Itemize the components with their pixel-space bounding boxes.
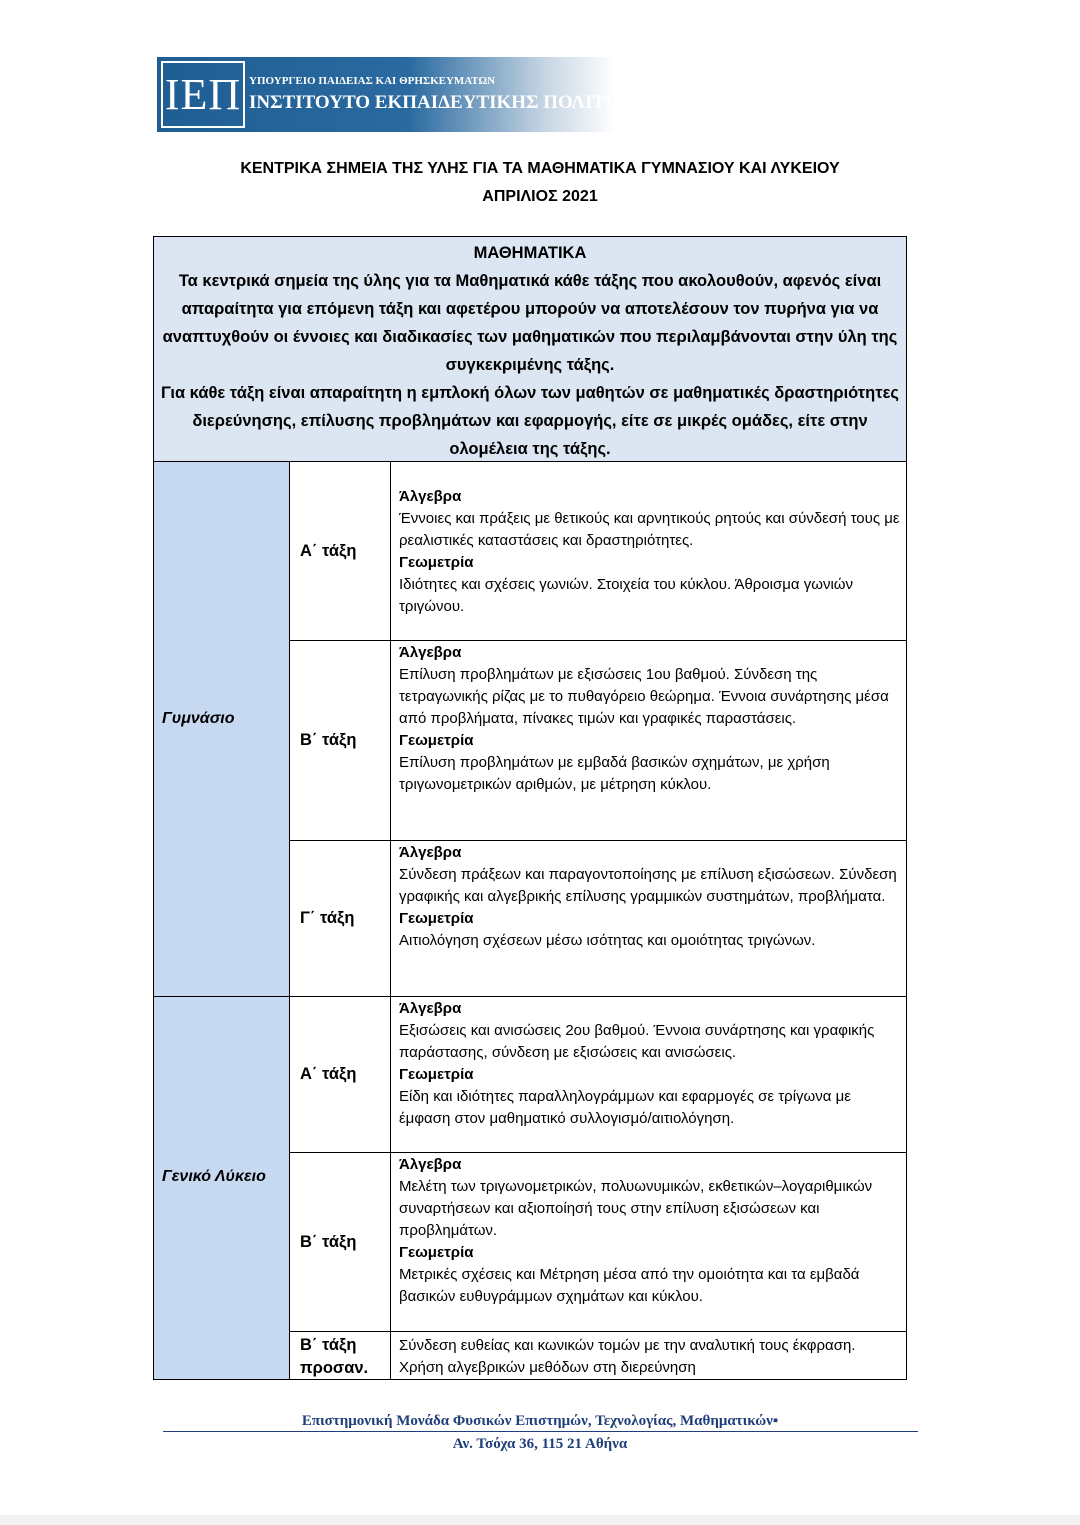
- class-label: [300, 1334, 368, 1380]
- footer-unit: Επιστημονική Μονάδα Φυσικών Επιστημών, Τεχνολογίας, Μαθηματικών▪: [301, 1413, 779, 1429]
- institute-name: ΙΝΣΤΙΤΟΥΤΟ ΕΚΠΑΙΔΕΥΤΙΚΗΣ ΠΟΛΙΤΙΚΗΣ: [249, 92, 655, 113]
- geometry-heading: Γεωμετρία: [399, 910, 474, 927]
- class-label-line: προσαν.: [300, 1359, 369, 1377]
- content-text: Σύνδεση ευθείας και κωνικών τομών με την αναλυτική τους έκφραση. Χρήση αλγεβρικών μεθόδων στη διερεύνηση: [399, 1337, 856, 1376]
- content-cell: [390, 640, 907, 841]
- geometry-text: Είδη και ιδιότητες παραλληλογράμμων και εφαρμογές σε τρίγωνα με έμφαση στον μαθηματικό συλλογισμό/αιτιολόγηση.: [399, 1088, 851, 1127]
- algebra-text: Σύνδεση πράξεων και παραγοντοποίησης με επίλυση εξισώσεων. Σύνδεση γραφικής και αλγεβρικής επίλυσης γραμμικών συστημάτων, προβλήματα.: [399, 866, 897, 905]
- geometry-text: Επίλυση προβλημάτων με εμβαδά βασικών σχημάτων, με χρήση τριγωνομετρικών αριθμών, με μέτρηση κύκλου.: [399, 754, 830, 793]
- class-label: Β΄ τάξη: [300, 1233, 357, 1251]
- class-label: Γ΄ τάξη: [300, 909, 355, 927]
- class-cell: [289, 1152, 391, 1332]
- geometry-heading: Γεωμετρία: [399, 1066, 474, 1083]
- footer-address: Αν. Τσόχα 36, 115 21 Αθήνα: [452, 1436, 628, 1452]
- algebra-text: Μελέτη των τριγωνομετρικών, πολυωνυμικών, εκθετικών–λογαριθμικών συναρτήσεων και αξιοποίησή τους στην επίλυση εξισώσεων και προβλημάτων.: [399, 1178, 873, 1239]
- class-label-line: Β΄ τάξη: [300, 1336, 357, 1354]
- algebra-heading: Άλγεβρα: [399, 1000, 462, 1017]
- content-cell: [390, 996, 907, 1153]
- algebra-heading: Άλγεβρα: [399, 488, 462, 505]
- class-cell: [289, 840, 391, 997]
- geometry-heading: Γεωμετρία: [399, 554, 474, 571]
- class-cell: [289, 996, 391, 1153]
- algebra-heading: Άλγεβρα: [399, 1156, 462, 1173]
- intro-paragraph-2: Για κάθε τάξη είναι απαραίτητη η εμπλοκή όλων των μαθητών σε μαθηματικές δραστηριότητες διερεύνησης, επίλυσης προβλημάτων και εφαρμογής, είτε σε μικρές ομάδες, είτε στην ολομέλεια της τάξης.: [160, 384, 900, 458]
- algebra-text: Επίλυση προβλημάτων με εξισώσεις 1ου βαθμού. Σύνδεση της τετραγωνικής ρίζας με το πυθαγόρειο θεώρημα. Έννοια συνάρτησης μέσα από προβλήματα, πίνακες τιμών και γραφικές παραστάσεις.: [399, 666, 889, 727]
- class-label: Α΄ τάξη: [300, 542, 357, 560]
- content-cell: [390, 461, 907, 641]
- class-cell: [289, 640, 391, 841]
- geometry-text: Μετρικές σχέσεις και Μέτρηση μέσα από την ομοιότητα και τα εμβαδά βασικών ευθυγράμμων σχημάτων και κύκλου.: [399, 1266, 860, 1305]
- document-date: ΑΠΡΙΛΙΟΣ 2021: [482, 188, 598, 205]
- intro-cell: [153, 236, 907, 463]
- algebra-text: Εξισώσεις και ανισώσεις 2ου βαθμού. Έννοια συνάρτησης και γραφικής παράστασης, σύνδεση με εξισώσεις και ανισώσεις.: [399, 1022, 875, 1061]
- institute-logo: [157, 57, 655, 132]
- level-cell-gymnasio: [153, 461, 290, 997]
- level-cell-lykeio: [153, 996, 290, 1380]
- class-label: Α΄ τάξη: [300, 1065, 357, 1083]
- intro-paragraph-1: Τα κεντρικά σημεία της ύλης για τα Μαθηματικά κάθε τάξης που ακολουθούν, αφενός είναι απαραίτητα για επόμενη τάξη και αφετέρου μπορούν να αποτελέσουν τον πυρήνα για να αναπτυχθούν οι έννοιες και διαδικασίες των μαθηματικών που περιλαμβάνονται στην ύλη της συγκεκριμένης τάξης.: [162, 272, 898, 374]
- document-title: ΚΕΝΤΡΙΚΑ ΣΗΜΕΙΑ ΤΗΣ ΥΛΗΣ ΓΙΑ ΤΑ ΜΑΘΗΜΑΤΙΚΑ ΓΥΜΝΑΣΙΟΥ ΚΑΙ ΛΥΚΕΙΟΥ: [240, 160, 840, 177]
- iep-logo-mark: ΙΕΠ: [161, 61, 245, 128]
- geometry-heading: Γεωμετρία: [399, 1244, 474, 1261]
- class-label: Β΄ τάξη: [300, 731, 357, 749]
- algebra-text: Έννοιες και πράξεις με θετικούς και αρνητικούς ρητούς και σύνδεσή τους με ρεαλιστικές καταστάσεις και δραστηριότητες.: [399, 510, 900, 549]
- geometry-text: Ιδιότητες και σχέσεις γωνιών. Στοιχεία του κύκλου. Άθροισμα γωνιών τριγώνου.: [399, 576, 854, 615]
- level-label: Γενικό Λύκειο: [162, 1168, 266, 1185]
- class-cell: [289, 1331, 391, 1380]
- geometry-text: Αιτιολόγηση σχέσεων μέσω ισότητας και ομοιότητας τριγώνων.: [399, 932, 816, 949]
- content-cell: [390, 1152, 907, 1332]
- content-cell: [390, 1331, 907, 1380]
- class-cell: [289, 461, 391, 641]
- content-cell: [390, 840, 907, 997]
- geometry-heading: Γεωμετρία: [399, 732, 474, 749]
- ministry-name: ΥΠΟΥΡΓΕΙΟ ΠΑΙΔΕΙΑΣ ΚΑΙ ΘΡΗΣΚΕΥΜΑΤΩΝ: [249, 75, 496, 87]
- algebra-heading: Άλγεβρα: [399, 644, 462, 661]
- algebra-heading: Άλγεβρα: [399, 844, 462, 861]
- intro-heading: ΜΑΘΗΜΑΤΙΚΑ: [473, 244, 587, 262]
- footer-divider: [163, 1431, 918, 1432]
- curriculum-table: [153, 461, 907, 1380]
- level-label: Γυμνάσιο: [162, 710, 235, 727]
